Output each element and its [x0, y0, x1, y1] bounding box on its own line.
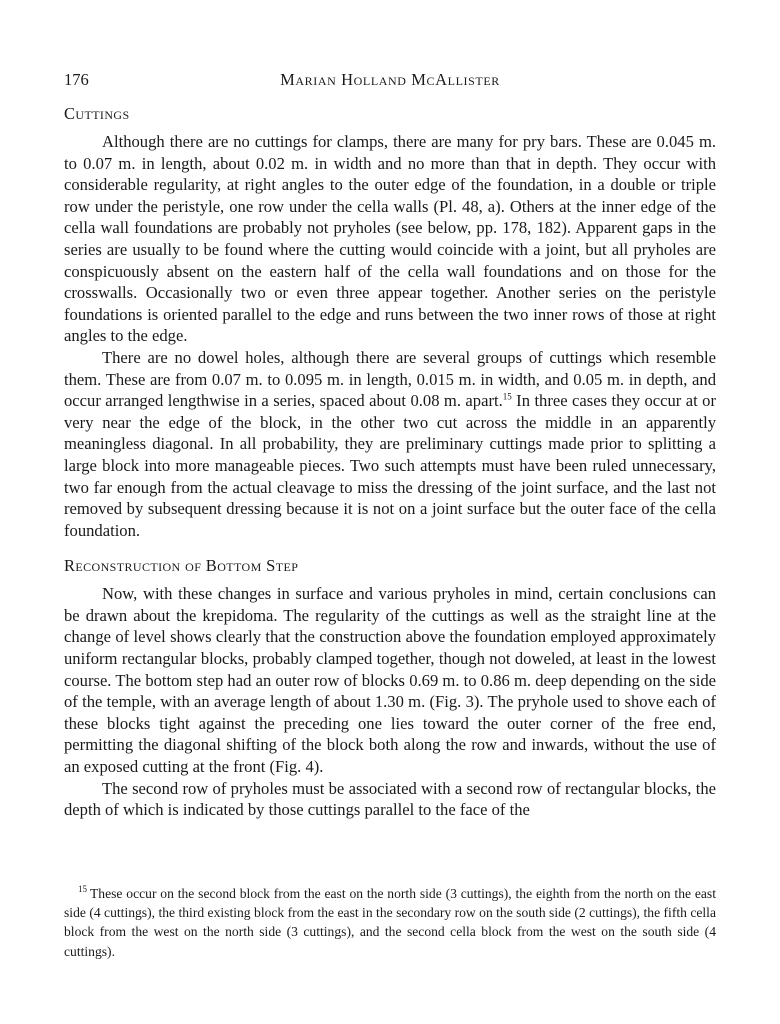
section-heading-reconstruction: Reconstruction of Bottom Step — [64, 556, 299, 576]
footnote-number: 15 — [78, 884, 87, 895]
paragraph: The second row of pryholes must be associated with a second row of rectangular blocks, the depth of which is indicated by those cuttings parallel to the face of the — [64, 778, 716, 820]
footnote-text: These occur on the second block from the east on the north side (3 cuttings), the eighth from the north on the east side (4 cuttings), the third existing block from the east in the secondary row on the south side (2 cuttings), the fifth cella block from the west on the north side (3 cuttings), and the second cella block from the west on the south side (4 cuttings). — [64, 886, 716, 959]
paragraph: Now, with these changes in surface and various pryholes in mind, certain conclusions can be drawn about the krepidoma. The regularity of the cuttings as well as the straight line at the change of level shows clearly that the construction above the foundation employed approximately uniform rectangular blocks, probably clamped together, though not doweled, at least in the lowest course. The bottom step had an outer row of blocks 0.69 m. to 0.86 m. deep depending on the side of the temple, with an average length of about 1.30 m. (Fig. 3). The pryhole used to shove each of these blocks tight against the preceding one lies toward the outer corner of the free end, permitting the diagonal shifting of the block both along the row and inwards, without the use of an exposed cutting at the front (Fig. 4). — [64, 584, 716, 777]
paragraph-text: In three cases they occur at or very near the edge of the block, in the other two cut across the middle in an apparently meaningless diagonal. In all probability, they are preliminary cuttings made prior to splitting a large block into more manageable pieces. Two such attempts must have been ruled unnecessary, two far enough from the actual cleavage to miss the dressing of the joint surface, and the last not removed by subsequent dressing because it is not on a joint surface but the outer face of the cella foundation. — [64, 391, 716, 540]
body-text — [64, 103, 716, 821]
footnote — [64, 884, 716, 961]
paragraph: Although there are no cuttings for clamps, there are many for pry bars. These are 0.045 m. to 0.07 m. in length, about 0.02 m. in width and no more than that in depth. They occur with considerable regularity, at right angles to the outer edge of the foundation, in a double or triple row under the peristyle, one row under the cella walls (Pl. 48, a). Others at the inner edge of the cella wall foundations are probably not pryholes (see below, pp. 178, 182). Apparent gaps in the series are usually to be found where the cutting would coincide with a joint, but all pryholes are conspicuously absent on the eastern half of the cella wall foundations and on those for the crosswalls. Occasionally two or even three appear together. Another series on the peristyle foundations is oriented parallel to the edge and runs between the two inner rows of those at right angles to the edge. — [64, 132, 716, 346]
page-number: 176 — [64, 70, 89, 89]
paragraph — [64, 347, 716, 541]
footnote-reference[interactable]: 15 — [502, 391, 512, 402]
paragraph-text: There are no dowel holes, although there are several groups of cuttings which resemble them. These are from 0.07 m. to 0.095 m. in length, 0.015 m. in width, and 0.05 m. in depth, and occur arranged lengthwise in a series, spaced about 0.08 m. apart. — [64, 347, 716, 411]
running-head — [64, 70, 716, 92]
section-heading-cuttings: Cuttings — [64, 104, 130, 123]
running-title: Marian Holland McAllister — [280, 70, 500, 89]
